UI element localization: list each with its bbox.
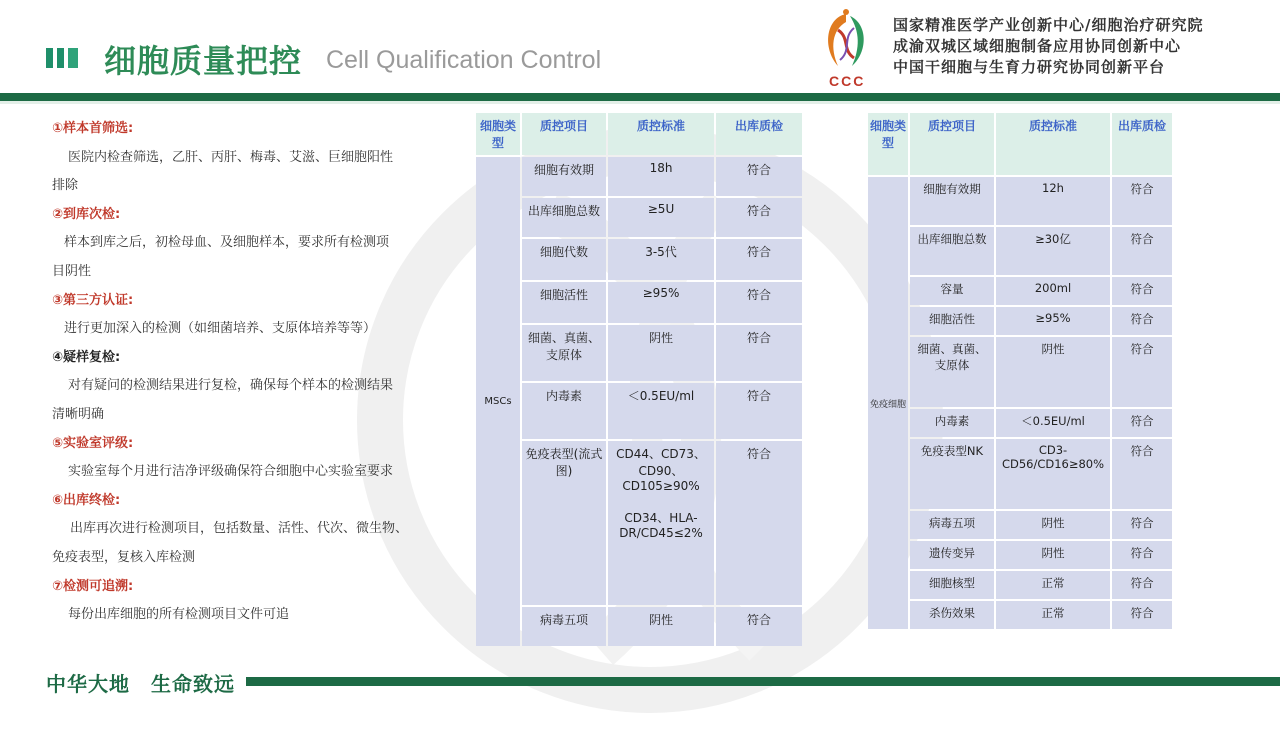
column-header: 出库质检 — [716, 113, 802, 155]
qc-item: 内毒素 — [910, 409, 994, 437]
step-text: 医院内检查筛选，乙肝、丙肝、梅毒、艾滋、巨细胞阳性 — [68, 149, 394, 165]
qc-standard: 12h — [996, 177, 1110, 225]
qc-item: 细胞活性 — [522, 282, 606, 323]
table-row — [868, 307, 1172, 335]
header-divider-light — [0, 101, 1280, 104]
column-header: 质控标准 — [608, 113, 714, 155]
logo-text: CCC — [829, 73, 866, 89]
qc-result: 符合 — [716, 325, 802, 381]
qc-result: 符合 — [716, 607, 802, 646]
column-header: 细胞类型 — [868, 113, 908, 175]
step-text: 目阴性 — [52, 263, 92, 279]
qc-result: 符合 — [1112, 307, 1172, 335]
column-header: 质控项目 — [522, 113, 606, 155]
step-heading: ③第三方认证: — [52, 292, 134, 308]
qc-item: 出库细胞总数 — [910, 227, 994, 275]
page-subtitle: Cell Qualification Control — [326, 46, 602, 74]
step-text: 每份出库细胞的所有检测项目文件可追 — [68, 607, 290, 623]
qc-standard: ＜0.5EU/ml — [608, 383, 714, 439]
column-header: 出库质检 — [1112, 113, 1172, 175]
qc-item: 免疫表型NK — [910, 439, 994, 509]
table-row — [476, 441, 802, 605]
qc-standard: 阴性 — [608, 607, 714, 646]
qc-result: 符合 — [1112, 571, 1172, 599]
qc-item: 容量 — [910, 277, 994, 305]
cell-type: 免疫细胞 — [868, 177, 908, 629]
qc-item: 病毒五项 — [522, 607, 606, 646]
qc-standard-line: CD34、HLA-DR/CD45≤2% — [619, 511, 703, 540]
qc-item: 细胞核型 — [910, 571, 994, 599]
table-row — [868, 439, 1172, 509]
qc-item: 细胞有效期 — [522, 157, 606, 196]
table-row — [476, 239, 802, 280]
qc-standard: ≥30亿 — [996, 227, 1110, 275]
table-header-row — [476, 113, 802, 155]
qc-result: 符合 — [1112, 277, 1172, 305]
qc-result: 符合 — [716, 198, 802, 237]
qc-standard — [608, 441, 714, 605]
organization-names — [893, 15, 1203, 78]
qc-result: 符合 — [1112, 601, 1172, 629]
mscs-qc-table — [474, 111, 804, 648]
qc-standard: 阴性 — [996, 337, 1110, 407]
qc-standard: ≥95% — [608, 282, 714, 323]
table-row — [868, 177, 1172, 225]
step-text: 清晰明确 — [52, 406, 105, 422]
immune-cell-qc-table — [866, 111, 1174, 631]
table-row — [868, 409, 1172, 437]
qc-result: 符合 — [716, 383, 802, 439]
table-row — [868, 601, 1172, 629]
table-row — [868, 337, 1172, 407]
step-heading: ⑤实验室评级: — [52, 435, 134, 451]
qc-item: 细胞有效期 — [910, 177, 994, 225]
footer-slogan: 中华大地 生命致远 — [46, 672, 235, 696]
table-row — [868, 541, 1172, 569]
qc-result: 符合 — [1112, 337, 1172, 407]
step-text: 样本到库之后，初检母血、及细胞样本，要求所有检测项 — [64, 235, 390, 251]
qc-standard: CD3-CD56/CD16≥80% — [996, 439, 1110, 509]
qc-standard: 正常 — [996, 601, 1110, 629]
qc-result: 符合 — [1112, 541, 1172, 569]
qc-result: 符合 — [1112, 409, 1172, 437]
qc-result: 符合 — [716, 282, 802, 323]
qc-item: 细菌、真菌、支原体 — [910, 337, 994, 407]
step-heading: ⑦检测可追溯: — [52, 578, 134, 594]
qc-result: 符合 — [1112, 511, 1172, 539]
qc-standard: 3-5代 — [608, 239, 714, 280]
qc-standard-line: CD44、CD73、CD90、CD105≥90% — [616, 447, 706, 493]
org-line: 国家精准医学产业创新中心/细胞治疗研究院 — [893, 16, 1204, 34]
qc-standard: ≥5U — [608, 198, 714, 237]
qc-standard: ≥95% — [996, 307, 1110, 335]
qc-result: 符合 — [716, 441, 802, 605]
step-heading: ②到库次检: — [52, 206, 121, 222]
qc-item: 细胞活性 — [910, 307, 994, 335]
table-row — [868, 277, 1172, 305]
qc-standard: 200ml — [996, 277, 1110, 305]
qc-result: 符合 — [1112, 177, 1172, 225]
qc-standard: 阴性 — [608, 325, 714, 381]
qc-item: 遗传变异 — [910, 541, 994, 569]
qc-item: 细胞代数 — [522, 239, 606, 280]
column-header: 质控项目 — [910, 113, 994, 175]
column-header: 细胞类型 — [476, 113, 520, 155]
qc-item: 免疫表型(流式图) — [522, 441, 606, 605]
qc-standard: 阴性 — [996, 511, 1110, 539]
step-text: 对有疑问的检测结果进行复检，确保每个样本的检测结果 — [68, 378, 394, 394]
table-row — [868, 511, 1172, 539]
table-row — [476, 157, 802, 196]
step-heading: ①样本首筛选: — [52, 121, 134, 136]
step-text: 免疫表型，复核入库检测 — [52, 549, 196, 565]
step-heading: ⑥出库终检: — [52, 492, 121, 508]
qc-process-list — [52, 115, 452, 630]
table-row — [476, 325, 802, 381]
step-text: 进行更加深入的检测（如细菌培养、支原体培养等等） — [64, 321, 377, 337]
column-header: 质控标准 — [996, 113, 1110, 175]
qc-item: 出库细胞总数 — [522, 198, 606, 237]
qc-item: 细菌、真菌、支原体 — [522, 325, 606, 381]
org-line: 成渝双城区域细胞制备应用协同创新中心 — [893, 37, 1182, 55]
qc-item: 杀伤效果 — [910, 601, 994, 629]
step-text: 排除 — [52, 178, 79, 194]
footer-divider — [246, 677, 1280, 686]
table-row — [868, 571, 1172, 599]
qc-standard: 18h — [608, 157, 714, 196]
qc-standard: 正常 — [996, 571, 1110, 599]
table-row — [476, 607, 802, 646]
table-row — [476, 198, 802, 237]
cell-type: MSCs — [476, 157, 520, 646]
qc-item: 病毒五项 — [910, 511, 994, 539]
table-row — [476, 282, 802, 323]
header-divider — [0, 93, 1280, 101]
table-row — [868, 227, 1172, 275]
table-row — [476, 383, 802, 439]
step-text: 实验室每个月进行洁净评级确保符合细胞中心实验室要求 — [68, 464, 394, 480]
qc-standard: 阴性 — [996, 541, 1110, 569]
qc-result: 符合 — [716, 157, 802, 196]
org-line: 中国干细胞与生育力研究协同创新平台 — [893, 58, 1166, 76]
qc-standard: ＜0.5EU/ml — [996, 409, 1110, 437]
table-header-row — [868, 113, 1172, 175]
step-heading: ④疑样复检: — [52, 349, 121, 365]
qc-result: 符合 — [1112, 439, 1172, 509]
qc-result: 符合 — [716, 239, 802, 280]
qc-result: 符合 — [1112, 227, 1172, 275]
page-title: 细胞质量把控 — [104, 42, 303, 80]
step-text: 出库再次进行检测项目，包括数量、活性、代次、微生物、 — [70, 521, 409, 537]
qc-item: 内毒素 — [522, 383, 606, 439]
